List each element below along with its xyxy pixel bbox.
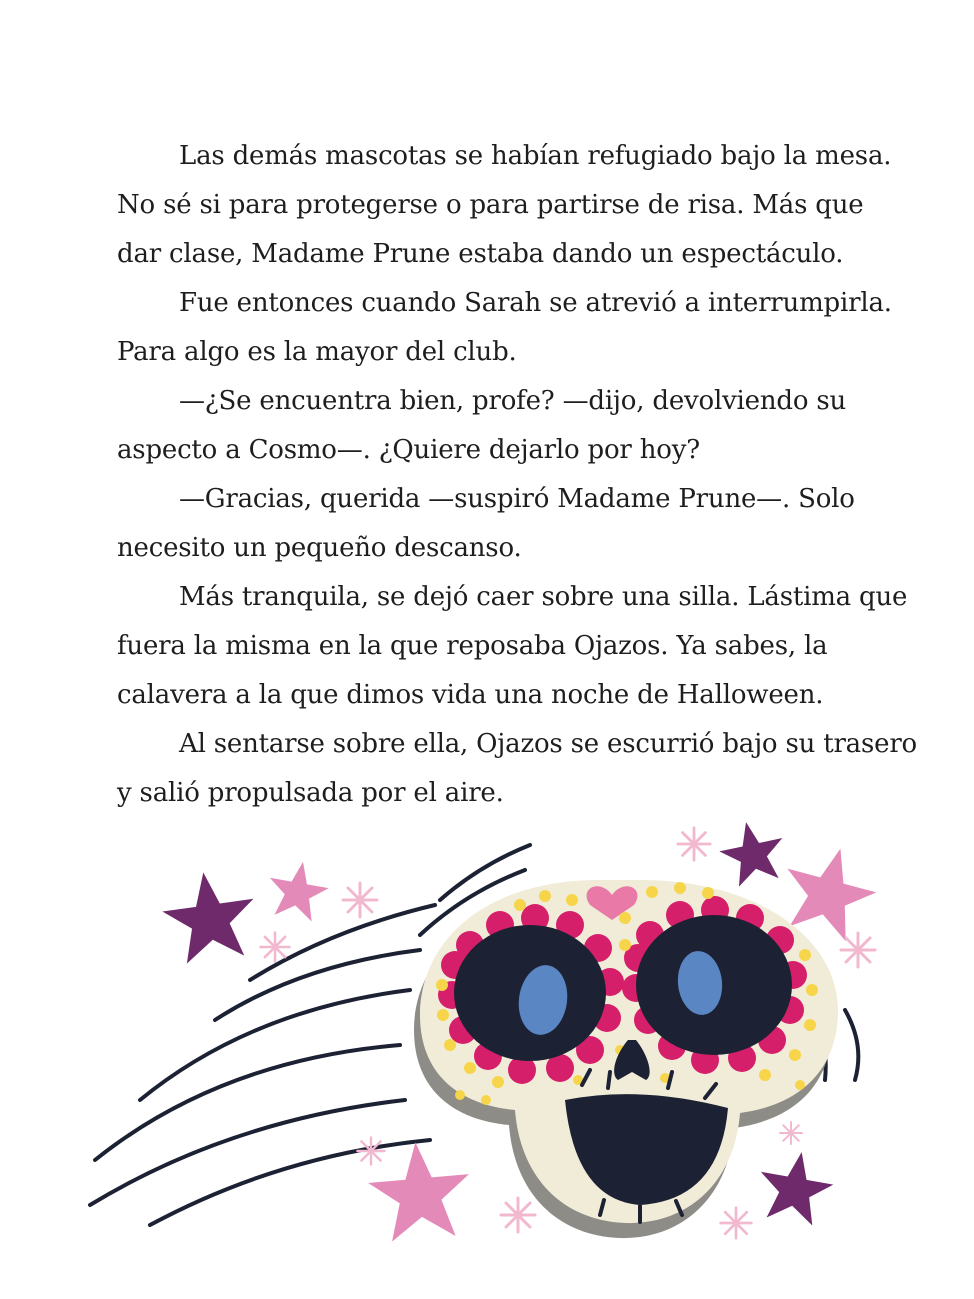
paragraph-5 [117,573,908,720]
text-line: Para algo es la mayor del club. [117,337,517,367]
paragraph-3 [117,377,848,475]
page-body-text [117,132,917,818]
text-line: —¿Se encuentra bien, profe? —dijo, devolviendo su [179,386,847,416]
text-line: No sé si para protegerse o para partirse de risa. Más que [117,190,864,220]
sugar-skull-illustration [0,810,974,1299]
paragraph-6 [117,720,917,818]
paragraph-1 [117,132,892,279]
text-line: Más tranquila, se dejó caer sobre una silla. Lástima que [179,582,908,612]
text-line: —Gracias, querida —suspiró Madame Prune—. Solo [179,484,855,514]
text-line: calavera a la que dimos vida una noche de Halloween. [117,680,824,710]
text-line: Al sentarse sobre ella, Ojazos se escurrió bajo su trasero [179,729,917,759]
paragraph-2 [117,279,892,377]
text-line: Fue entonces cuando Sarah se atrevió a interrumpirla. [179,288,892,318]
text-line: necesito un pequeño descanso. [117,533,522,563]
text-line: dar clase, Madame Prune estaba dando un espectáculo. [117,239,844,269]
text-line: y salió propulsada por el aire. [117,778,504,808]
text-line: fuera la misma en la que reposaba Ojazos. Ya sabes, la [117,631,828,661]
text-line: aspecto a Cosmo—. ¿Quiere dejarlo por hoy? [117,435,700,465]
paragraph-4 [117,475,855,573]
text-line: Las demás mascotas se habían refugiado bajo la mesa. [179,141,892,171]
